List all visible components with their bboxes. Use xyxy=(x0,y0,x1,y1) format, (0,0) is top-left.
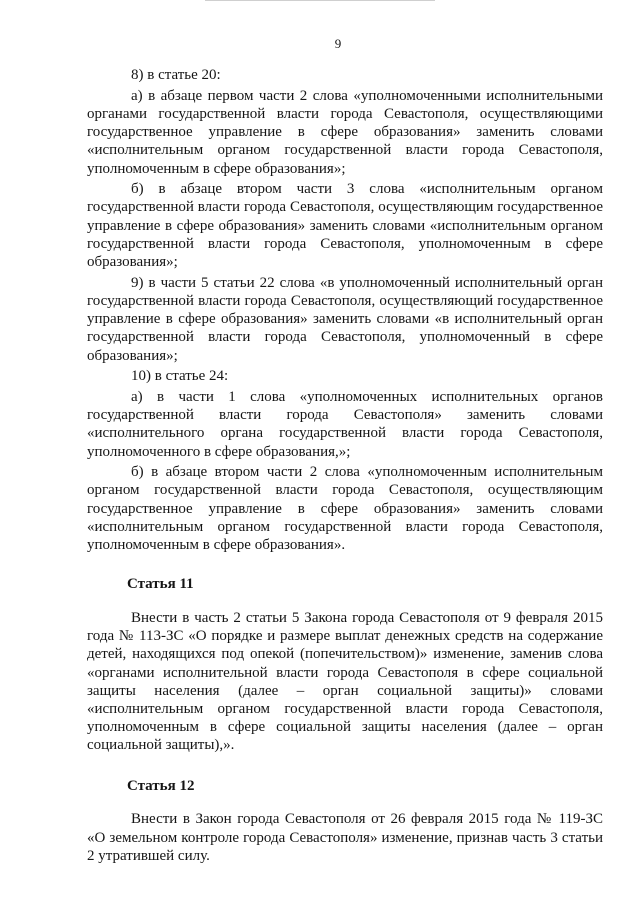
paragraph-article-24-a: а) в части 1 слова «уполномоченных исполнительных органов государственной власти города Севастополя» заменить словами «исполнительного органа государственной власти города Севастополя, уполномоченного в сфере образования,»; xyxy=(87,388,603,460)
paragraph-article-24-b: б) в абзаце втором части 2 слова «уполномоченным исполнительным органом государственной власти города Севастополя, осуществляющим государственное управление в сфере образования» заменить словами «исполнительным органом государственной власти города Севастополя, уполномоченным в сфере образования». xyxy=(87,464,603,554)
article-12-text: Внести в Закон города Севастополя от 26 февраля 2015 года № 119-ЗС «О земельном контроле города Севастополя» изменение, признав часть 3 статьи 2 утратившей силу. xyxy=(87,811,603,864)
article-11-text: Внести в часть 2 статьи 5 Закона города Севастополя от 9 февраля 2015 года № 113-ЗС «О порядке и размере выплат денежных средств на содержание детей, находящихся под опекой (попечительством)» изменение, заменив слова «органами исполнительной власти города Севастополя в сфере социальной защиты населения (далее – орган социальной защиты)» словами «исполнительным органом государственной власти города Севастополя, уполномоченным в сфере социальной защиты населения (далее – орган социальной защиты),». xyxy=(87,609,603,754)
article-11-title: Статья 11 xyxy=(127,575,194,592)
paragraph-article-22: 9) в части 5 статьи 22 слова «в уполномоченный исполнительный орган государственной власти города Севастополя, осуществляющий государственное управление в сфере образования» заменить словами «в исполнительный орган государственной власти города Севастополя, уполномоченный в сфере образования»; xyxy=(87,274,603,364)
paragraph-article-20-intro: 8) в статье 20: xyxy=(131,67,221,83)
scan-edge xyxy=(205,0,435,1)
article-12-title: Статья 12 xyxy=(127,778,195,795)
page-number: 9 xyxy=(334,36,342,51)
paragraph-article-20-b: б) в абзаце втором части 3 слова «исполнительным органом государственной власти города Севастополя, осуществляющим государственное управление в сфере образования» заменить словами «исполнительным органом государственной власти города Севастополя, уполномоченным в сфере образования»; xyxy=(87,181,603,271)
document-body xyxy=(87,66,603,867)
paragraph-article-20-a: а) в абзаце первом части 2 слова «уполномоченными исполнительными органами государственной власти города Севастополя, осуществляющими государственное управление в сфере образования» заменить словами «исполнительным органом государственной власти города Севастополя, уполномоченным в сфере образования»; xyxy=(87,87,603,177)
paragraph-article-24-intro: 10) в статье 24: xyxy=(131,368,229,385)
